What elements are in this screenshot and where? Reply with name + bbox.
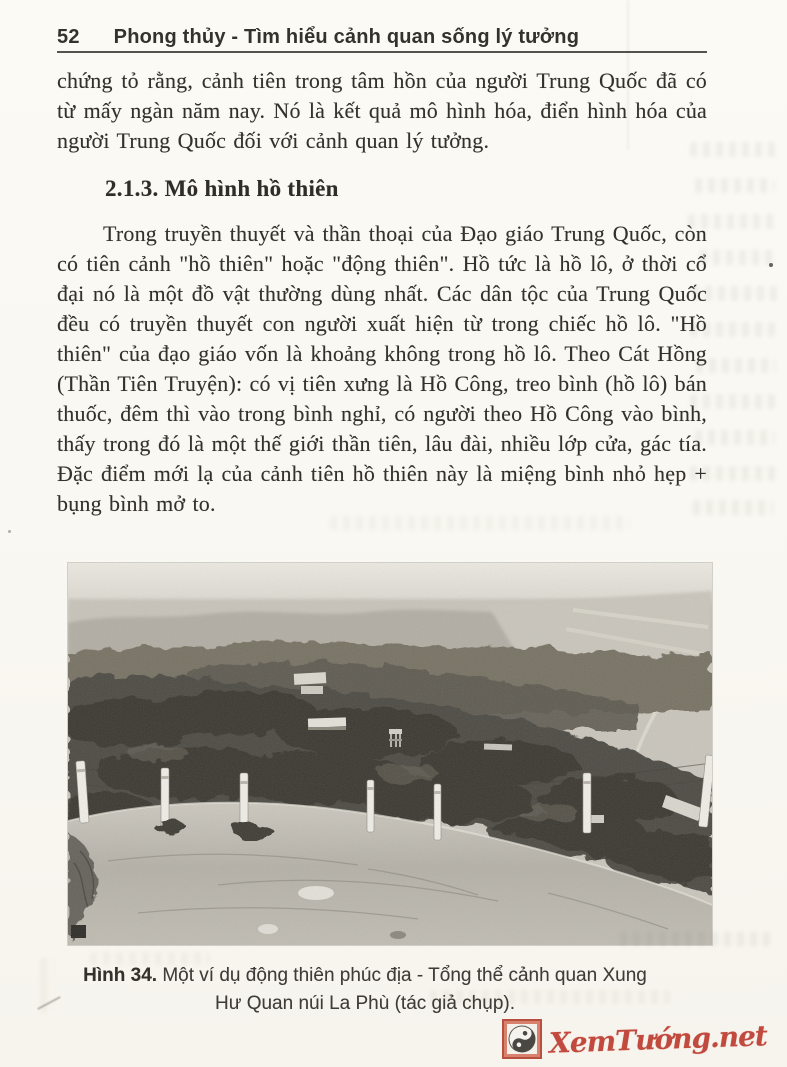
figure-photo [68,563,712,945]
page-fold-mark [627,0,629,150]
watermark-text: XemTướng.net [548,1018,768,1060]
ink-bleed-artifact [696,358,776,373]
dust-speck [8,530,11,533]
watermark-logo [502,1019,767,1059]
caption-line-2: Hư Quan núi La Phù (tác giả chụp). [214,993,515,1014]
section-heading: 2.1.3. Mô hình hồ thiên [105,176,339,201]
caption-line-1: Hình 34. Một ví dụ động thiên phúc địa - Tổng thể cảnh quan Xung [83,965,647,986]
page-number: 52 [57,26,80,48]
header-rule [57,51,707,53]
figure-caption [40,962,690,1018]
paragraph: Trong truyền thuyết và thần thoại của Đạo giáo Trung Quốc, còn có tiên cảnh "hồ thiên" hoặc "động thiên". Hồ tức là hồ lô, ở thời cổ đại nó là một đồ vật thường dùng nhất. Các dân tộc của Trung Quốc đều có truyền thuyết con người xuất hiện từ trong chiếc hồ lô. "Hồ thiên" của đạo giáo vốn là khoảng không trong hồ lô. Theo Cát Hồng (Thần Tiên Truyện): có vị tiên xưng là Hồ Công, treo bình (hồ lô) bán thuốc, đêm thì vào trong bình nghỉ, có người theo Hồ Công vào bình, thấy trong đó là một thế giới thần tiên, lâu đài, nhiều lớp cửa, gác tía. Đặc điểm mới lạ của cảnh tiên hồ thiên này là miệng bình nhỏ hẹp + bụng bình mở to. [57,221,707,516]
header-title: Phong thủy - Tìm hiểu cảnh quan sống lý tưởng [113,26,580,48]
ink-bleed-artifact [700,250,776,265]
landscape-photo-illustration [68,563,712,945]
paragraph: chứng tỏ rằng, cảnh tiên trong tâm hồn của người Trung Quốc đã có từ mấy ngàn năm nay. Nó là kết quả mô hình hóa, điển hình hóa của người Trung Quốc đối với cảnh quan lý tưởng. [57,68,707,153]
yin-yang-icon [502,1019,542,1059]
dust-speck [769,263,773,267]
page-header [57,26,707,49]
caption-figure-label: Hình 34. [83,965,158,986]
ink-bleed-artifact [695,430,775,445]
ink-bleed-artifact [695,178,775,193]
